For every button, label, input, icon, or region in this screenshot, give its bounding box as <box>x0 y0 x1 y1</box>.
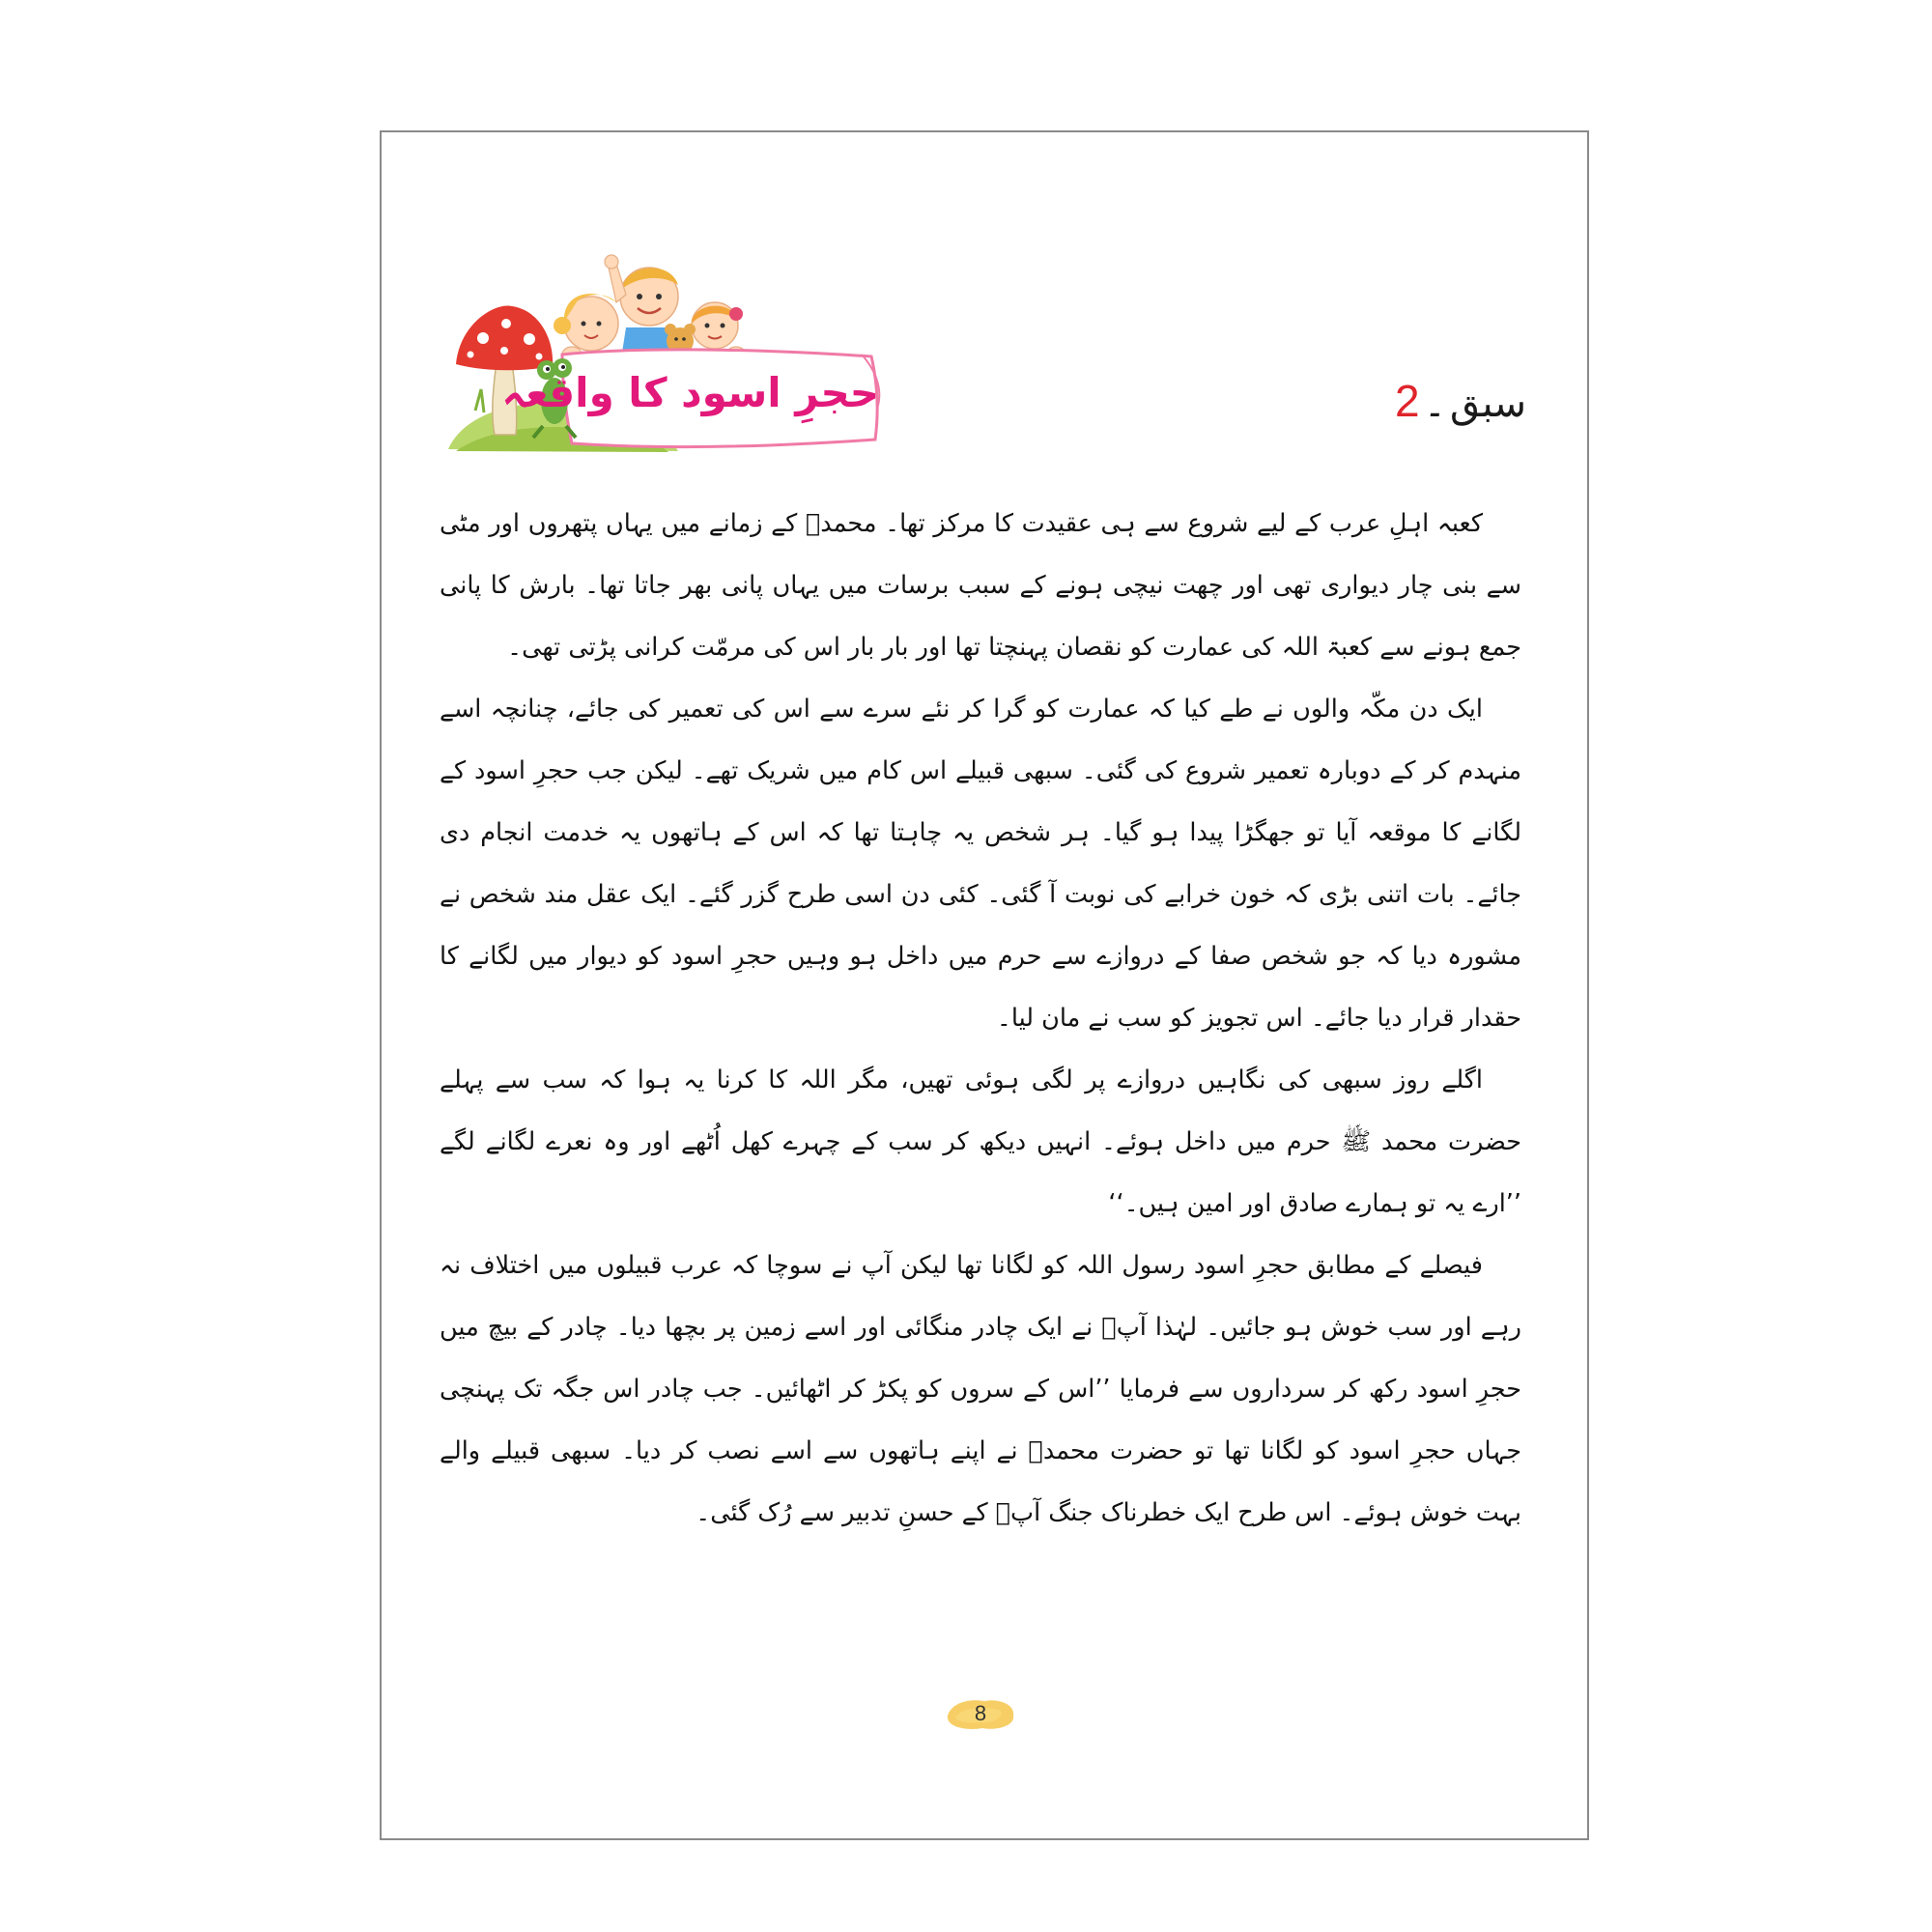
paragraph-4: فیصلے کے مطابق حجرِ اسود رسول اللہ کو لگانا تھا لیکن آپ نے سوچا کہ عرب قبیلوں میں اختلاف نہ رہے اور سب خوش ہو جائیں۔ لہٰذا آپؐ نے ایک چادر منگائی اور اسے زمین پر بچھا دیا۔ چادر کے بیچ میں حجرِ اسود رکھ کر سرداروں سے فرمایا ’’اس کے سروں کو پکڑ کر اٹھائیں۔ جب چادر اس جگہ تک پہنچی جہاں حجرِ اسود کو لگانا تھا تو حضرت محمدؐ نے اپنے ہاتھوں سے اسے نصب کر دیا۔ سبھی قبیلے والے بہت خوش ہوئے۔ اس طرح ایک خطرناک جنگ آپؐ کے حسنِ تدبیر سے رُک گئی۔ <box>440 1251 1521 1527</box>
lesson-title: حجرِ اسود کا واقعہ <box>501 369 879 416</box>
children-banner-illustration <box>446 246 900 464</box>
lesson-number-heading <box>1294 367 1526 435</box>
paragraph-1: کعبہ اہلِ عرب کے لیے شروع سے ہی عقیدت کا مرکز تھا۔ محمدؐ کے زمانے میں یہاں پتھروں اور مٹی سے بنی چار دیواری تھی اور چھت نیچی ہونے کے سبب برسات میں یہاں پانی بھر جاتا تھا۔ بارش کا پانی جمع ہونے سے کعبۃ اللہ کی عمارت کو نقصان پہنچتا تھا اور بار بار اس کی مرمّت کرانی پڑتی تھی۔ <box>440 509 1521 662</box>
lesson-word: سبق <box>1450 382 1526 426</box>
paragraph-2: ایک دن مکّہ والوں نے طے کیا کہ عمارت کو گرا کر نئے سرے سے اس کی تعمیر کی جائے، چنانچہ اسے منہدم کر کے دوبارہ تعمیر شروع کی گئی۔ سبھی قبیلے اس کام میں شریک تھے۔ لیکن جب حجرِ اسود کے لگانے کا موقعہ آیا تو جھگڑا پیدا ہو گیا۔ ہر شخص یہ چاہتا تھا کہ اس کے ہاتھوں یہ خدمت انجام دی جائے۔ بات اتنی بڑی کہ خون خرابے کی نوبت آ گئی۔ کئی دن اسی طرح گزر گئے۔ ایک عقل مند شخص نے مشورہ دیا کہ جو شخص صفا کے دروازے سے حرم میں داخل ہو وہیں حجرِ اسود کو دیوار میں لگانے کا حقدار قرار دیا جائے۔ اس تجویز کو سب نے مان لیا۔ <box>440 695 1521 1033</box>
lesson-dash: ۔ <box>1423 382 1447 426</box>
lesson-number: 2 <box>1395 376 1420 426</box>
page-number: 8 <box>974 1701 987 1725</box>
page-number-badge <box>942 1692 1019 1735</box>
lesson-body <box>440 493 1521 1544</box>
paragraph-3: اگلے روز سبھی کی نگاہیں دروازے پر لگی ہوئی تھیں، مگر اللہ کا کرنا یہ ہوا کہ سب سے پہلے حضرت محمد ﷺ حرم میں داخل ہوئے۔ انہیں دیکھ کر سب کے چہرے کھل اُٹھے اور وہ نعرے لگانے لگے ’’ارے یہ تو ہمارے صادق اور امین ہیں۔‘‘ <box>440 1065 1521 1218</box>
